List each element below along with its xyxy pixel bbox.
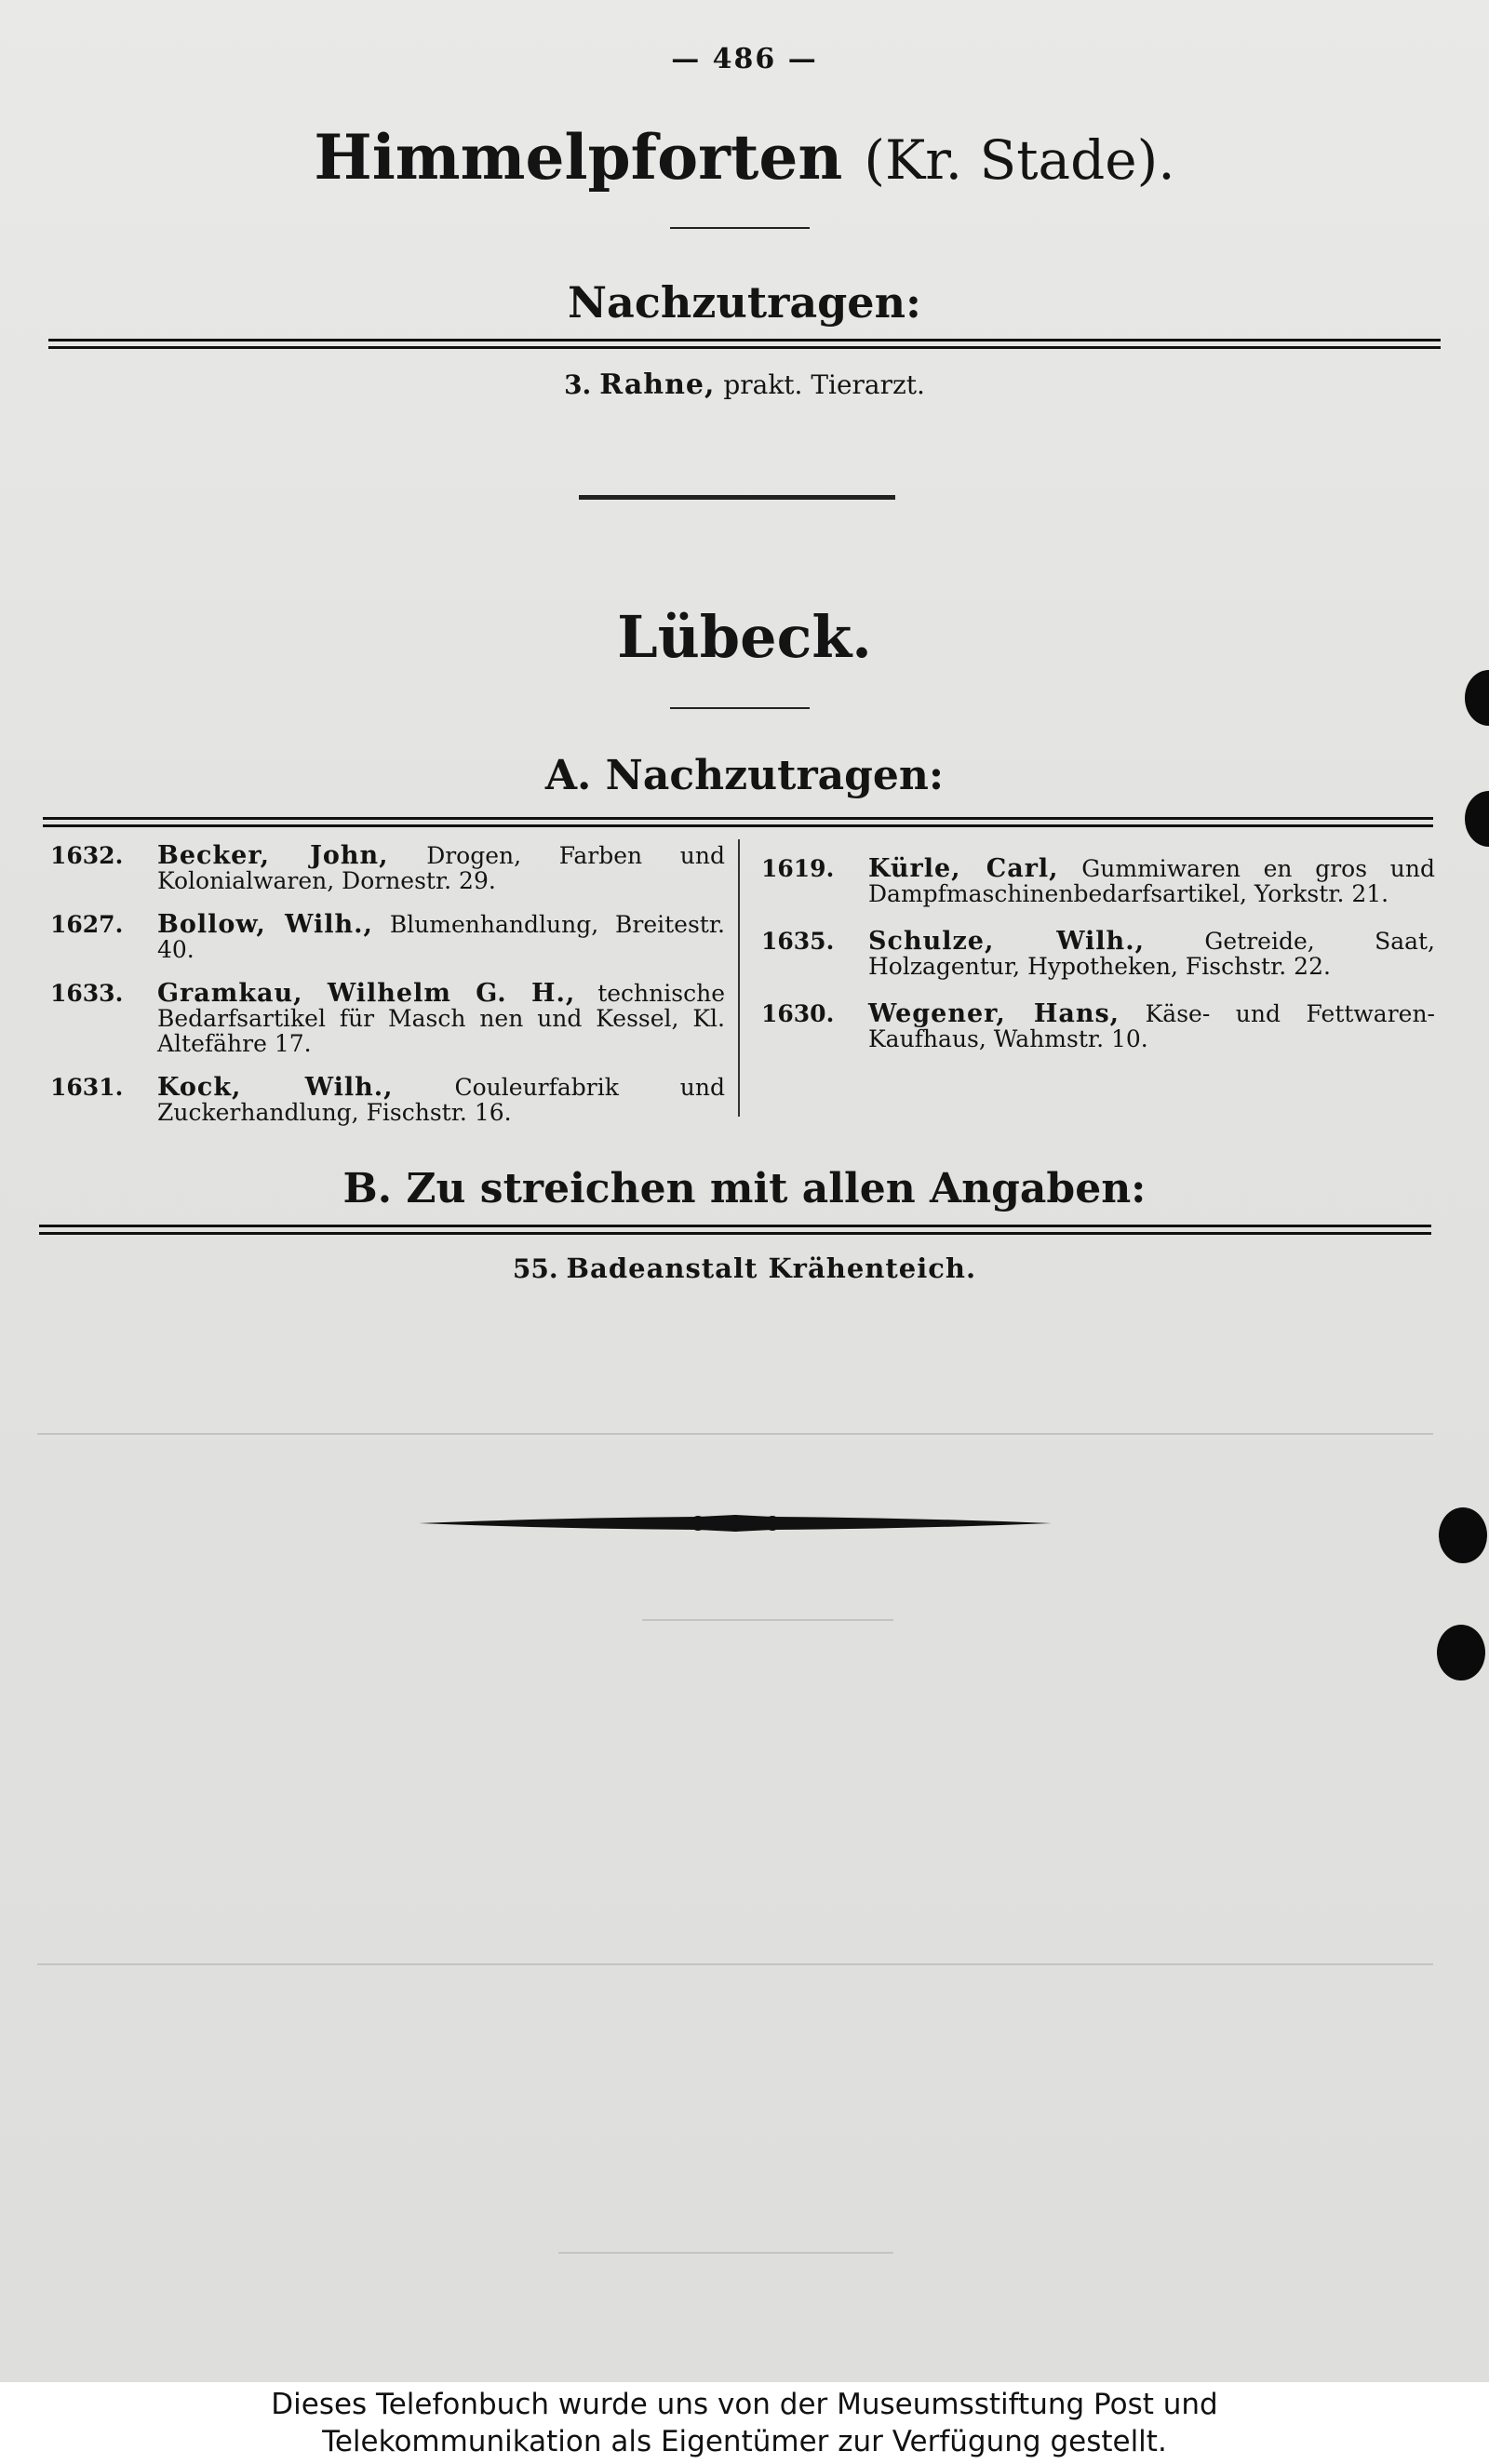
list-item — [50, 912, 725, 962]
footer-line-2: Telekommunikation als Eigentümer zur Verfügung gestellt. — [322, 2425, 1167, 2458]
entry-name: Becker, John, — [157, 841, 389, 870]
city-name: Himmelpforten — [314, 121, 843, 194]
punch-hole — [1439, 1507, 1487, 1563]
entry-text — [50, 981, 725, 1056]
list-item — [761, 856, 1435, 906]
entries-right-column — [761, 856, 1435, 1070]
list-item — [761, 929, 1435, 979]
entry-description: technische Bedarfsartikel für Masch nen und Kessel, Kl. Altefähre 17. — [157, 980, 725, 1057]
city-heading-luebeck: Lübeck. — [617, 603, 872, 671]
entry-name: Schulze, Wilh., — [868, 927, 1145, 956]
entry-badeanstalt — [0, 1252, 1489, 1284]
ornament-rule — [419, 1509, 1052, 1537]
entry-number: 1619. — [761, 855, 835, 882]
section-heading-nachzutragen: Nachzutragen: — [567, 277, 922, 328]
entry-text — [50, 1075, 725, 1125]
entry-description: Getreide, Saat, Holzagentur, Hypotheken, Fischstr. 22. — [868, 928, 1435, 980]
entry-name: Bollow, Wilh., — [157, 910, 373, 939]
punch-hole — [1465, 791, 1489, 847]
page-number: — 486 — — [671, 43, 818, 75]
entry-name: Rahne, — [599, 368, 716, 401]
entry-name: Badeanstalt Krähenteich. — [566, 1252, 977, 1284]
entry-number: 1630. — [761, 1000, 835, 1027]
entry-number: 55. — [512, 1253, 558, 1284]
entry-number: 1631. — [50, 1074, 124, 1101]
entry-text — [50, 843, 725, 893]
short-rule — [670, 227, 810, 229]
city-heading-himmelpforten — [0, 121, 1489, 194]
entry-description: Blumenhandlung, Breitestr. 40. — [157, 911, 726, 963]
entry-name: Gramkau, Wilhelm G. H., — [157, 979, 576, 1008]
double-rule — [48, 339, 1441, 349]
entry-description: Käse- und Fettwaren-Kaufhaus, Wahmstr. 10. — [868, 1000, 1436, 1052]
entry-name: Kock, Wilh., — [157, 1073, 394, 1102]
list-item — [50, 981, 725, 1056]
ghost-rule — [642, 1619, 893, 1621]
double-rule — [39, 1225, 1431, 1235]
column-separator — [738, 839, 740, 1117]
entry-number: 1632. — [50, 842, 124, 869]
entry-text — [761, 1001, 1435, 1051]
entry-number: 1627. — [50, 911, 124, 938]
entries-left-column — [50, 843, 725, 1144]
list-item — [50, 843, 725, 893]
entry-number: 1635. — [761, 928, 835, 955]
section-divider — [579, 495, 895, 500]
ghost-rule — [37, 1433, 1433, 1435]
entry-text — [761, 856, 1435, 906]
double-rule — [43, 817, 1433, 827]
entry-rahne — [0, 368, 1489, 401]
entry-number: 3. — [564, 369, 592, 400]
entry-name: Wegener, Hans, — [868, 999, 1120, 1028]
footer-line-1: Dieses Telefonbuch wurde uns von der Museumsstiftung Post und — [271, 2388, 1218, 2421]
list-item — [50, 1075, 725, 1125]
entry-description: prakt. Tierarzt. — [723, 369, 925, 400]
section-heading-b-zu-streichen: B. Zu streichen mit allen Angaben: — [342, 1165, 1147, 1212]
section-heading-a-nachzutragen: A. Nachzutragen: — [544, 752, 945, 799]
entry-description: Drogen, Farben und Kolonialwaren, Dornestr. 29. — [157, 842, 725, 894]
short-rule — [670, 707, 810, 709]
entry-text — [761, 929, 1435, 979]
ghost-rule — [37, 1963, 1433, 1965]
ghost-rule — [558, 2252, 893, 2254]
punch-hole — [1437, 1625, 1485, 1681]
footer-credit — [0, 2382, 1489, 2464]
entry-text — [50, 912, 725, 962]
entry-name: Kürle, Carl, — [868, 854, 1059, 883]
punch-hole — [1465, 670, 1489, 726]
list-item — [761, 1001, 1435, 1051]
entry-description: Couleurfabrik und Zuckerhandlung, Fischstr. 16. — [157, 1074, 725, 1126]
city-district: (Kr. Stade). — [864, 128, 1175, 192]
entry-description: Gummiwaren en gros und Dampfmaschinenbedarfsartikel, Yorkstr. 21. — [868, 855, 1435, 907]
entry-number: 1633. — [50, 980, 124, 1007]
